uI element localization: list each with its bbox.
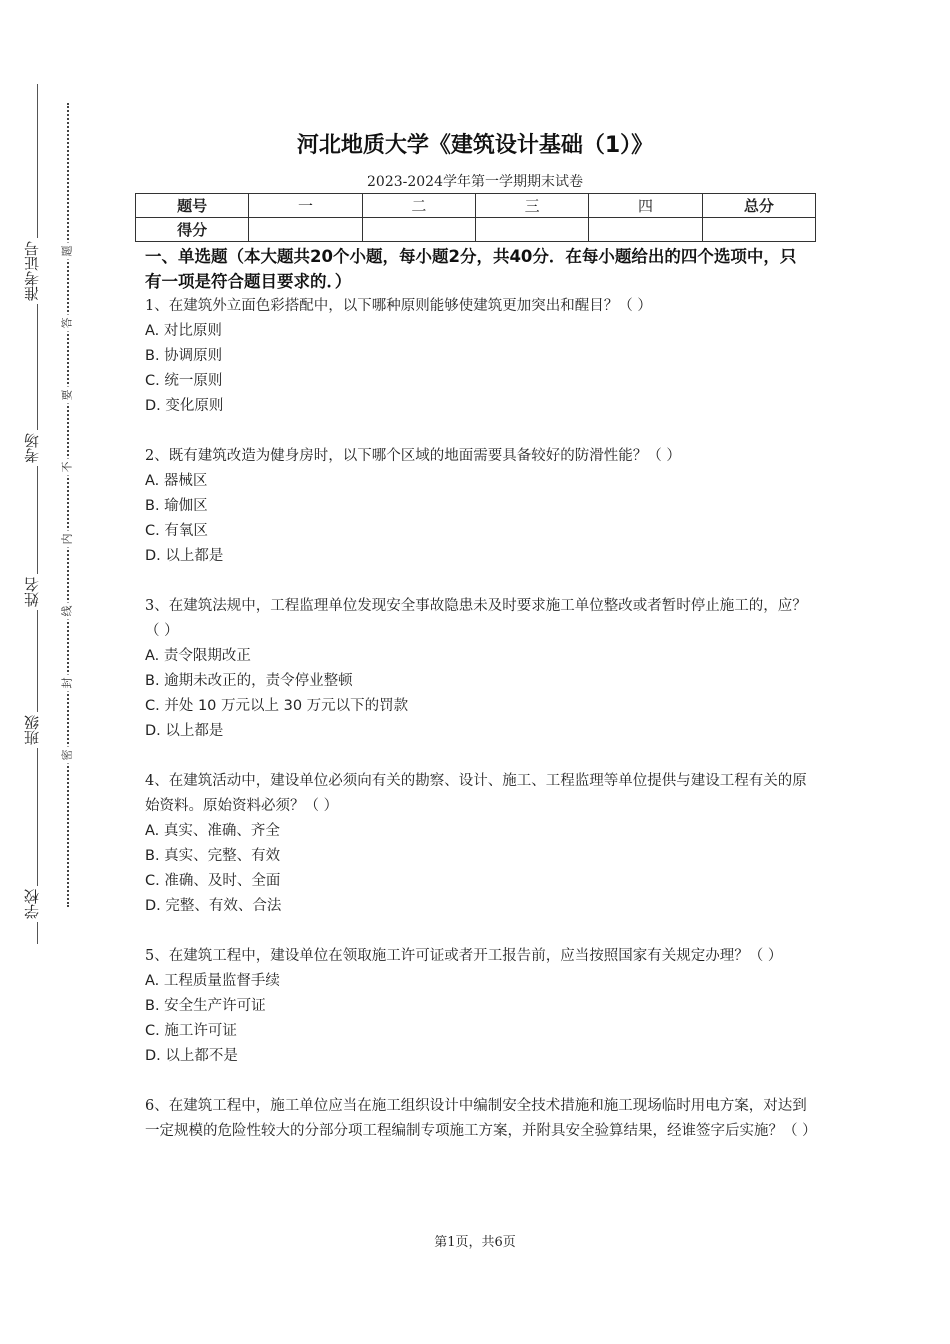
- seal-char: 封: [61, 675, 75, 692]
- option-b[interactable]: B. 真实、完整、有效: [145, 848, 281, 864]
- seal-char: 答: [61, 315, 75, 332]
- field-school-label: 学校: [19, 886, 45, 922]
- score-input-cell[interactable]: [589, 218, 702, 242]
- question-5: [145, 944, 810, 1069]
- seal-char: 要: [61, 387, 75, 404]
- option-a[interactable]: A. 责令限期改正: [145, 648, 251, 664]
- option-c[interactable]: C. 统一原则: [145, 373, 223, 389]
- option-b[interactable]: B. 安全生产许可证: [145, 998, 266, 1014]
- score-input-cell[interactable]: [702, 218, 815, 242]
- score-header-cell: 总分: [702, 194, 815, 218]
- exam-title: 河北地质大学《建筑设计基础（1）》: [296, 133, 654, 158]
- seal-char: 不: [61, 459, 75, 476]
- score-input-cell[interactable]: [362, 218, 475, 242]
- exam-subtitle: 2023-2024学年第一学期期末试卷: [367, 174, 583, 190]
- score-header-cell: 一: [249, 194, 362, 218]
- field-exam-number-label: 准考证号: [19, 238, 45, 304]
- question-stem: 1、在建筑外立面色彩搭配中，以下哪种原则能够使建筑更加突出和醒目？（ ）: [145, 298, 652, 314]
- question-6: [145, 1094, 817, 1144]
- score-table-score-row: [136, 218, 816, 242]
- seal-char: 题: [61, 243, 75, 260]
- question-stem: 5、在建筑工程中，建设单位在领取施工许可证或者开工报告前，应当按照国家有关规定办理？（ ）: [145, 948, 783, 964]
- question-3: [145, 594, 810, 744]
- score-input-cell[interactable]: [475, 218, 588, 242]
- question-2: [145, 444, 810, 569]
- option-a[interactable]: A. 对比原则: [145, 323, 222, 339]
- option-c[interactable]: C. 施工许可证: [145, 1023, 237, 1039]
- page-number: 第1页，共6页: [434, 1235, 516, 1250]
- option-c[interactable]: C. 并处 10 万元以上 30 万元以下的罚款: [145, 698, 409, 714]
- seal-char: 内: [61, 531, 75, 548]
- score-header-cell: 三: [475, 194, 588, 218]
- question-1: [145, 294, 810, 419]
- score-header-cell: 题号: [136, 194, 249, 218]
- binding-line: [37, 84, 38, 944]
- score-header-cell: 二: [362, 194, 475, 218]
- option-d[interactable]: D. 以上都是: [145, 548, 224, 564]
- option-b[interactable]: B. 协调原则: [145, 348, 223, 364]
- seal-dotted-line: [67, 103, 69, 907]
- option-a[interactable]: A. 工程质量监督手续: [145, 973, 280, 989]
- option-d[interactable]: D. 以上都是: [145, 723, 224, 739]
- score-table-header-row: [136, 194, 816, 218]
- question-4: [145, 769, 810, 919]
- question-stem: 6、在建筑工程中，施工单位应当在施工组织设计中编制安全技术措施和施工现场临时用电方案，对达到一定规模的危险性较大的分部分项工程编制专项施工方案，并附具安全验算结果，经谁签字后实施？（ ）: [145, 1098, 817, 1139]
- option-b[interactable]: B. 瑜伽区: [145, 498, 208, 514]
- option-d[interactable]: D. 变化原则: [145, 398, 224, 414]
- seal-char: 线: [61, 603, 75, 620]
- seal-char: 密: [61, 747, 75, 764]
- option-a[interactable]: A. 器械区: [145, 473, 208, 489]
- exam-content: [145, 244, 817, 1144]
- field-class-label: 班级: [19, 712, 45, 748]
- option-d[interactable]: D. 完整、有效、合法: [145, 898, 282, 914]
- field-exam-room-label: 考场: [19, 430, 45, 466]
- option-d[interactable]: D. 以上都不是: [145, 1048, 238, 1064]
- score-input-cell[interactable]: [249, 218, 362, 242]
- field-name-label: 姓名: [19, 574, 45, 610]
- question-stem: 2、既有建筑改造为健身房时，以下哪个区域的地面需要具备较好的防滑性能？（ ）: [145, 448, 681, 464]
- score-header-cell: 四: [589, 194, 702, 218]
- section-heading: 一、单选题（本大题共20个小题，每小题2分，共40分．在每小题给出的四个选项中，只有一项是符合题目要求的．）: [145, 247, 797, 291]
- score-row-label: 得分: [136, 218, 249, 242]
- question-stem: 4、在建筑活动中，建设单位必须向有关的勘察、设计、施工、工程监理等单位提供与建设工程有关的原始资料。原始资料必须？（ ）: [145, 773, 807, 814]
- question-stem: 3、在建筑法规中，工程监理单位发现安全事故隐患未及时要求施工单位整改或者暂时停止施工的，应？（ ）: [145, 598, 807, 639]
- option-c[interactable]: C. 准确、及时、全面: [145, 873, 281, 889]
- option-c[interactable]: C. 有氧区: [145, 523, 208, 539]
- option-a[interactable]: A. 真实、准确、齐全: [145, 823, 280, 839]
- score-table: [135, 193, 816, 242]
- option-b[interactable]: B. 逾期未改正的，责令停业整顿: [145, 673, 353, 689]
